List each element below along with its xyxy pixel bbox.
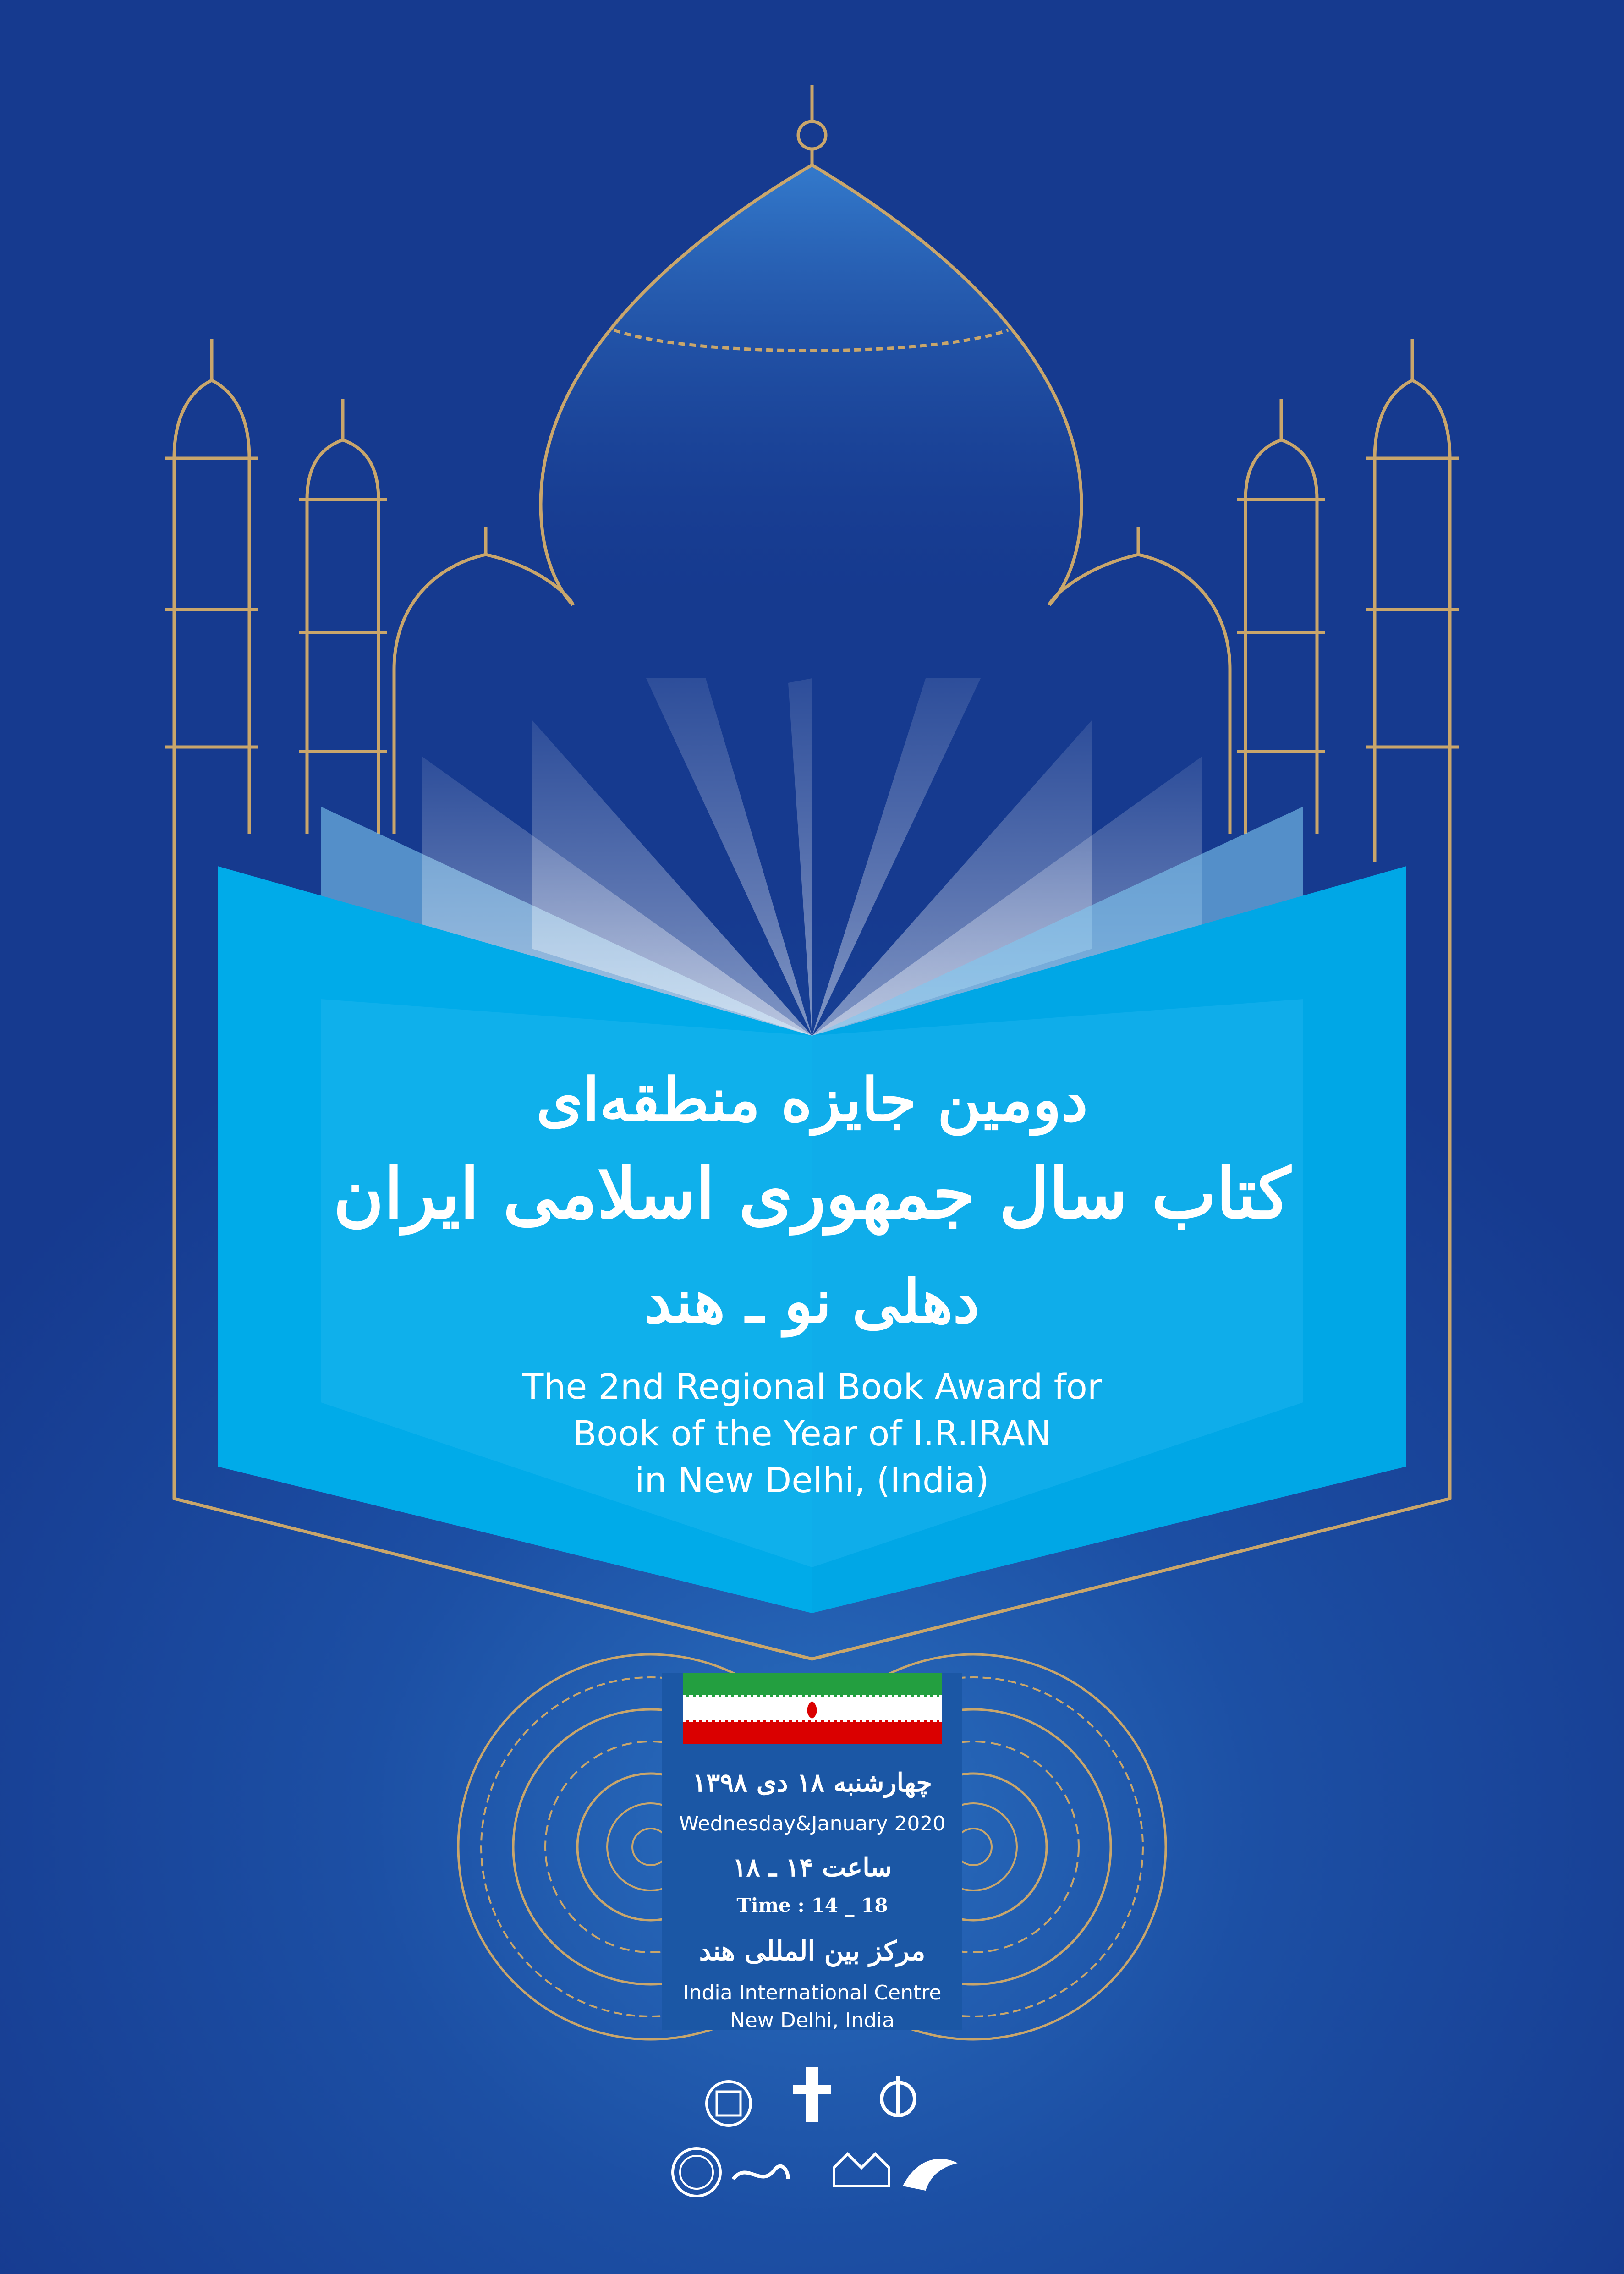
venue-english-line-2: New Delhi, India — [730, 2009, 895, 2032]
ministry-of-culture-logo — [882, 2076, 915, 2117]
event-date-persian: چهارشنبه ۱۸ دی ۱۳۹۸ — [692, 1768, 932, 1798]
title-english-line-3: in New Delhi, (India) — [635, 1460, 989, 1500]
title-persian-line-2: کتاب سال جمهوری اسلامی ایران — [333, 1153, 1291, 1234]
title-persian-line-1: دومین جایزه منطقه‌ای — [536, 1065, 1088, 1135]
book-house-logo — [793, 2067, 831, 2122]
calligraphy-logo — [733, 2166, 788, 2179]
title-persian-line-3: دهلی نو ـ هند — [644, 1266, 980, 1336]
title-english — [0, 1363, 1624, 1504]
organization-emblem-logo — [707, 2082, 751, 2126]
round-seal-logo — [673, 2148, 720, 2196]
title-english-line-2: Book of the Year of I.R.IRAN — [573, 1413, 1051, 1454]
event-time-persian: ساعت ۱۴ ـ ۱۸ — [732, 1852, 892, 1883]
dome-glow — [541, 165, 1081, 605]
event-time-english: Time : 14 _ 18 — [736, 1894, 888, 1917]
title-english-line-1: The 2nd Regional Book Award for — [522, 1366, 1102, 1407]
event-date-english: Wednesday&January 2020 — [679, 1812, 946, 1835]
venue-persian: مرکز بین المللی هند — [699, 1935, 926, 1966]
venue-english-line-1: India International Centre — [683, 1981, 942, 2005]
event-info-panel — [662, 1673, 962, 2030]
wave-bird-logo — [903, 2159, 958, 2191]
ornamental-crown-logo — [834, 2154, 889, 2186]
